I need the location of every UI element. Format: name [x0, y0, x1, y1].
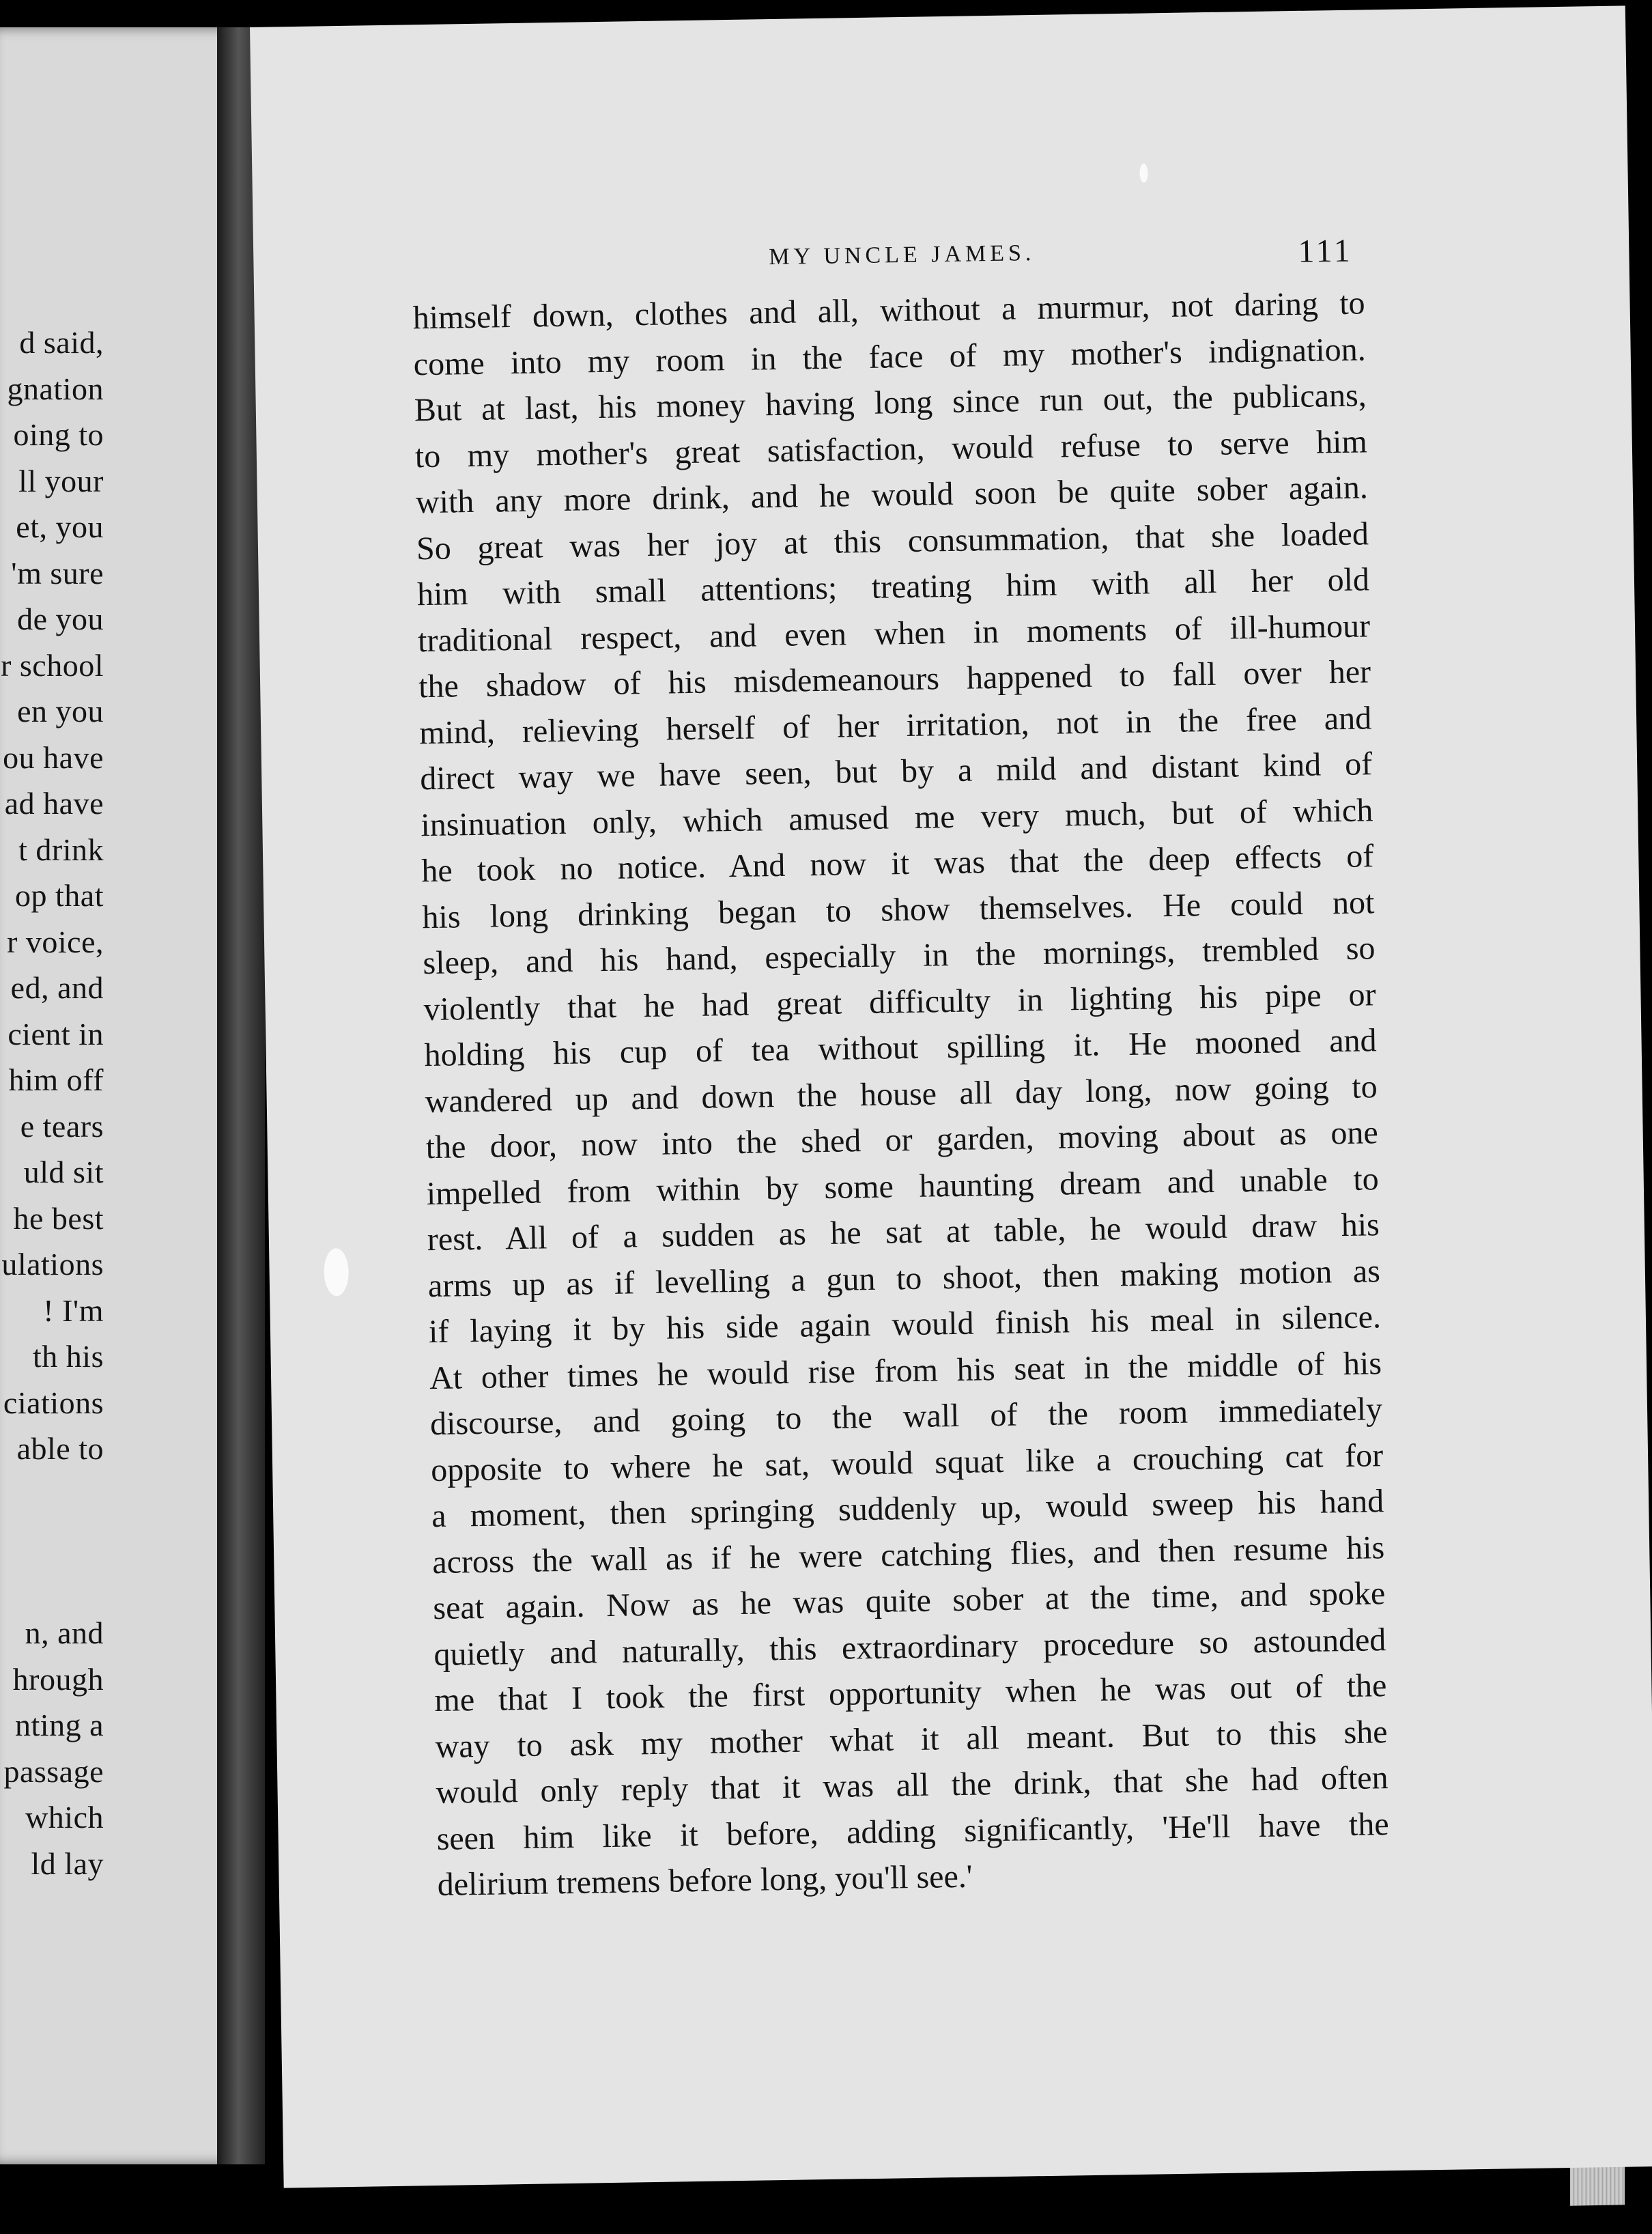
text-line: would only reply that it was all the drink, that she had often	[436, 1759, 1388, 1811]
text-line: insinuation only, which amused me very much, but of which	[420, 791, 1373, 843]
left-page-line: gnation	[7, 371, 104, 406]
left-page-line: cient in	[8, 1016, 104, 1051]
left-page-line: ll your	[18, 463, 104, 498]
text-line: sleep, and his hand, especially in the mornings, trembled so	[423, 930, 1376, 982]
left-page-line: r school	[1, 647, 104, 683]
text-line: seen him like it before, adding significantly, 'He'll have the	[436, 1805, 1389, 1857]
left-page-line: hrough	[12, 1661, 104, 1697]
text-line: At other times he would rise from his seat in the middle of his	[429, 1344, 1382, 1396]
left-page-line: t drink	[18, 832, 104, 867]
page-number: 111	[1297, 232, 1354, 270]
left-page-line: able to	[16, 1431, 104, 1466]
text-line: traditional respect, and even when in moments of ill-humour	[417, 607, 1371, 659]
left-page-line: oing to	[13, 417, 104, 452]
text-line: direct way we have seen, but by a mild and distant kind of	[419, 746, 1373, 797]
body-text	[412, 280, 1390, 1908]
text-line: rest. All of a sudden as he sat at table, he would draw his	[427, 1206, 1380, 1258]
left-page-line: ld lay	[31, 1846, 104, 1881]
left-page-line: 'm sure	[11, 555, 104, 591]
left-page-line: th his	[33, 1339, 104, 1374]
text-line: across the wall as if he were catching flies, and then resume his	[431, 1529, 1385, 1581]
text-line: he took no notice. And now it was that the deep effects of	[421, 838, 1374, 890]
text-line: with any more drink, and he would soon be quite sober again.	[415, 469, 1369, 521]
left-page-line: nting a	[15, 1708, 104, 1742]
left-page-line: him off	[8, 1062, 104, 1097]
text-line: wandered up and down the house all day long, now going to	[425, 1068, 1378, 1120]
text-line: a moment, then springing suddenly up, would sweep his hand	[431, 1483, 1384, 1535]
text-line: violently that he had great difficulty in lighting his pipe or	[423, 976, 1376, 1028]
left-page-line	[0, 1564, 104, 1611]
left-page-line: de you	[17, 602, 104, 636]
left-page-line: ciations	[3, 1385, 104, 1420]
left-page-line: e tears	[20, 1108, 104, 1144]
text-line: to my mother's great satisfaction, would refuse to serve him	[414, 423, 1368, 475]
left-page-line: ulations	[1, 1247, 104, 1282]
paper-blemish	[1139, 163, 1148, 182]
text-line: delirium tremens before long, you'll see.'	[437, 1858, 973, 1904]
text-line: mind, relieving herself of her irritation, not in the free and	[418, 699, 1372, 751]
left-page-line	[0, 1472, 104, 1518]
text-line: the shadow of his misdemeanours happened to fall over her	[418, 653, 1371, 705]
text-line: opposite to where he sat, would squat like a crouching cat for	[430, 1437, 1384, 1488]
text-line: me that I took the first opportunity when he was out of the	[434, 1667, 1387, 1719]
left-page-line: ed, and	[10, 970, 104, 1005]
text-line: come into my room in the face of my mother's indignation.	[413, 330, 1367, 382]
running-head: MY UNCLE JAMES.	[769, 240, 1036, 270]
left-page-line: en you	[17, 694, 104, 729]
left-page-line: op that	[15, 878, 104, 913]
text-line: if laying it by his side again would finish his meal in silence.	[428, 1299, 1382, 1351]
left-page-line: ! I'm	[43, 1292, 104, 1328]
text-line: impelled from within by some haunting dream and unable to	[426, 1160, 1380, 1212]
left-page-text	[0, 320, 104, 1886]
text-line: arms up as if levelling a gun to shoot, then making motion as	[427, 1252, 1381, 1304]
left-page-line: r voice,	[7, 924, 104, 959]
text-line: discourse, and going to the wall of the room immediately	[429, 1391, 1383, 1443]
left-page-line: n, and	[25, 1615, 104, 1650]
left-page-line	[0, 1518, 104, 1564]
left-page-line: he best	[13, 1200, 104, 1236]
paper-blemish	[324, 1248, 349, 1297]
text-line: him with small attentions; treating him with all her old	[416, 561, 1370, 613]
text-line: his long drinking began to show themselves. He could not	[422, 883, 1375, 935]
left-page-line: which	[25, 1800, 104, 1835]
left-page-line: ou have	[3, 739, 104, 775]
text-line: the door, now into the shed or garden, moving about as one	[425, 1114, 1379, 1166]
text-line: quietly and naturally, this extraordinary procedure so astounded	[433, 1621, 1386, 1673]
text-line: But at last, his money having long since run out, the publicans,	[414, 377, 1367, 429]
text-line: holding his cup of tea without spilling it. He mooned and	[424, 1022, 1377, 1074]
left-page-line: et, you	[16, 509, 104, 544]
left-page-line: uld sit	[23, 1155, 104, 1189]
left-page-line: ad have	[4, 786, 104, 821]
left-facing-page	[0, 27, 246, 2164]
text-line: way to ask my mother what it all meant. But to this she	[435, 1713, 1388, 1765]
text-line: seat again. Now as he was quite sober at the time, and spoke	[432, 1575, 1386, 1627]
text-line: So great was her joy at this consummation, that she loaded	[416, 515, 1369, 567]
right-page	[250, 5, 1652, 2188]
text-line: himself down, clothes and all, without a murmur, not daring to	[412, 285, 1365, 337]
left-page-line: passage	[3, 1753, 104, 1789]
left-page-line: d said,	[19, 325, 104, 360]
